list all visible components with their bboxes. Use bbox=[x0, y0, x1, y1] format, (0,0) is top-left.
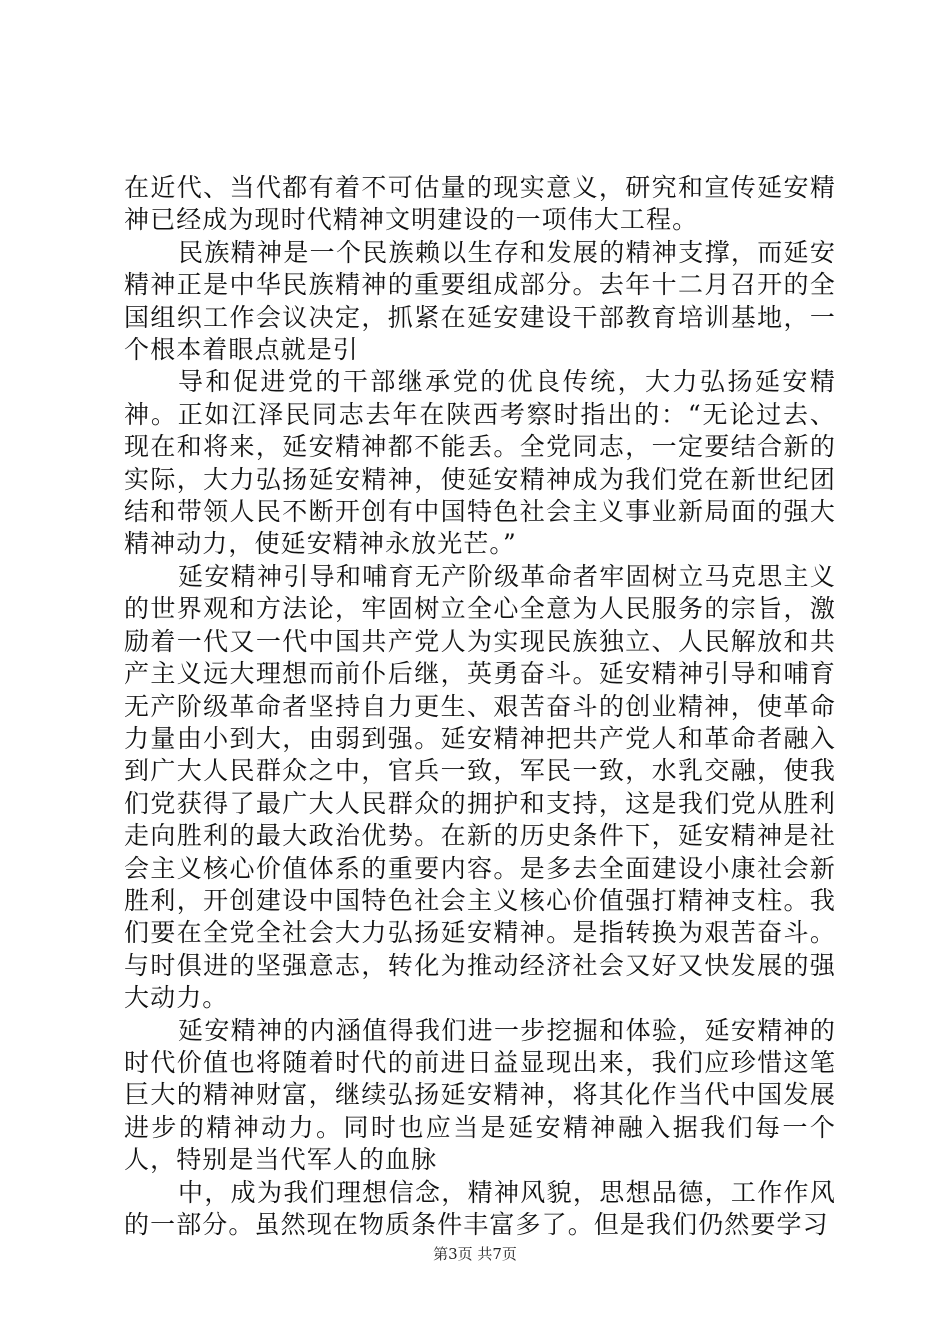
paragraph-2: 民族精神是一个民族赖以生存和发展的精神支撑，而延安精神正是中华民族精神的重要组成部分。去年十二月召开的全国组织工作会议决定，抓紧在延安建设干部教育培训基地，一个根本着眼点就是引 bbox=[124, 237, 836, 365]
paragraph-5: 延安精神的内涵值得我们进一步挖掘和体验，延安精神的时代价值也将随着时代的前进日益显现出来，我们应珍惜这笔巨大的精神财富，继续弘扬延安精神，将其化作当代中国发展进步的精神动力。同时也应当是延安精神融入据我们每一个人，特别是当代军人的血脉 bbox=[124, 1015, 836, 1175]
document-body bbox=[124, 172, 836, 1241]
paragraph-4: 延安精神引导和哺育无产阶级革命者牢固树立马克思主义的世界观和方法论，牢固树立全心全意为人民服务的宗旨，激励着一代又一代中国共产党人为实现民族独立、人民解放和共产主义远大理想而前仆后继，英勇奋斗。延安精神引导和哺育无产阶级革命者坚持自力更生、艰苦奋斗的创业精神，使革命力量由小到大，由弱到强。延安精神把共产党人和革命者融入到广大人民群众之中，官兵一致，军民一致，水乳交融，使我们党获得了最广大人民群众的拥护和支持，这是我们党从胜利走向胜利的最大政治优势。在新的历史条件下，延安精神是社会主义核心价值体系的重要内容。是多去全面建设小康社会新胜利，开创建设中国特色社会主义核心价值强打精神支柱。我们要在全党全社会大力弘扬延安精神。是指转换为艰苦奋斗。与时俱进的坚强意志，转化为推动经济社会又好又快发展的强大动力。 bbox=[124, 561, 836, 1013]
paragraph-6: 中，成为我们理想信念，精神风貌，思想品德，工作作风的一部分。虽然现在物质条件丰富多了。但是我们仍然要学习 bbox=[124, 1177, 836, 1239]
paragraph-3: 导和促进党的干部继承党的优良传统，大力弘扬延安精神。正如江泽民同志去年在陕西考察时指出的：“无论过去、现在和将来，延安精神都不能丢。全党同志，一定要结合新的实际，大力弘扬延安精神，使延安精神成为我们党在新世纪团结和带领人民不断开创有中国特色社会主义事业新局面的强大精神动力，使延安精神永放光芒。” bbox=[124, 367, 836, 559]
paragraph-1: 在近代、当代都有着不可估量的现实意义，研究和宣传延安精神已经成为现时代精神文明建设的一项伟大工程。 bbox=[124, 173, 836, 235]
page-number-footer: 第3页 共7页 bbox=[433, 1245, 517, 1263]
